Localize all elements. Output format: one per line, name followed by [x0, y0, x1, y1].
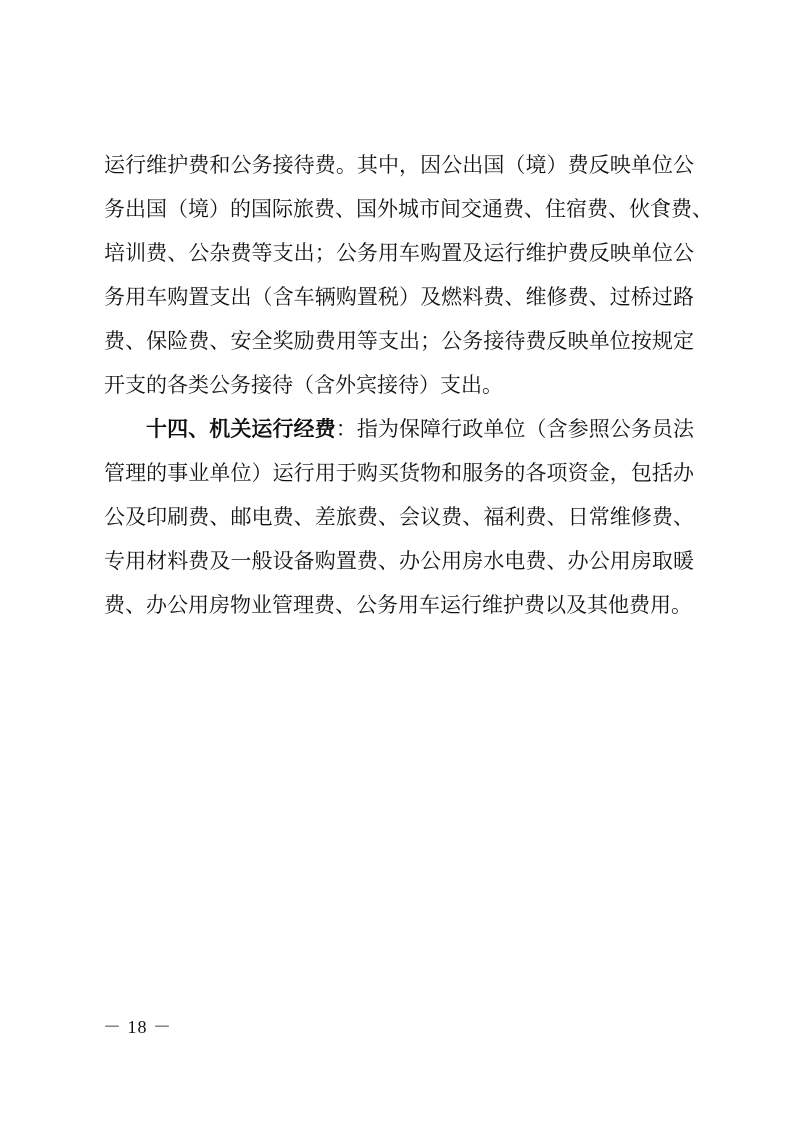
- paragraph-line: 专用材料费及一般设备购置费、办公用房水电费、办公用房取暖: [104, 549, 694, 573]
- body-text: [104, 143, 713, 627]
- paragraph-line: 运行维护费和公务接待费。其中，因公出国（境）费反映单位公: [104, 153, 694, 177]
- paragraph-line: 务出国（境）的国际旅费、国外城市间交通费、住宿费、伙食费、: [104, 197, 713, 221]
- paragraph-line: 管理的事业单位）运行用于购买货物和服务的各项资金，包括办: [104, 461, 694, 485]
- page-number: － 18 －: [103, 1017, 172, 1037]
- paragraph-line: 费、办公用房物业管理费、公务用车运行维护费以及其他费用。: [104, 593, 692, 617]
- paragraph-line: 公及印刷费、邮电费、差旅费、会议费、福利费、日常维修费、: [104, 505, 694, 529]
- section-heading: 十四、机关运行经费: [146, 416, 336, 441]
- paragraph-line: 费、保险费、安全奖励费用等支出；公务接待费反映单位按规定: [104, 329, 694, 353]
- paragraph-line: 务用车购置支出（含车辆购置税）及燃料费、维修费、过桥过路: [104, 285, 694, 309]
- paragraph-line: 培训费、公杂费等支出；公务用车购置及运行维护费反映单位公: [104, 241, 694, 265]
- definition-text: ：指为保障行政单位（含参照公务员法: [335, 417, 695, 441]
- paragraph-line: [104, 407, 694, 451]
- paragraph-line: 开支的各类公务接待（含外宾接待）支出。: [104, 373, 503, 397]
